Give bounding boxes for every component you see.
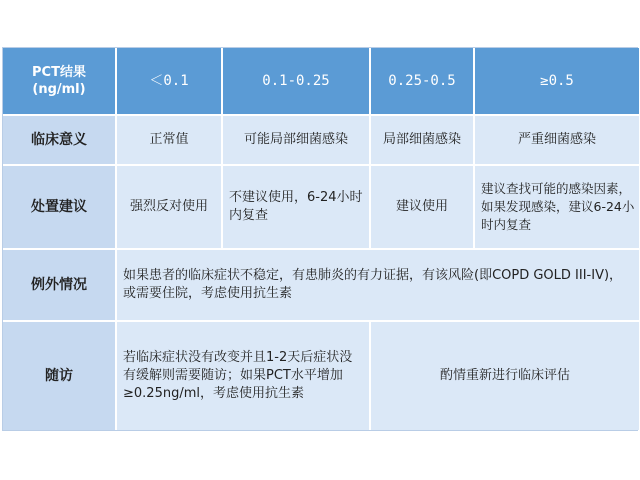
pct-table xyxy=(2,47,638,431)
action-strongly-against: 强烈反对使用 xyxy=(117,166,223,250)
row-label-action: 处置建议 xyxy=(3,166,117,250)
header-pct-line1: PCT结果 xyxy=(32,65,86,80)
header-range-0-25-0-5: 0.25-0.5 xyxy=(371,48,475,116)
header-pct-result xyxy=(3,48,117,116)
action-recommended: 建议使用 xyxy=(371,166,475,250)
clinical-possible-local: 可能局部细菌感染 xyxy=(223,116,371,166)
followup-right: 酌情重新进行临床评估 xyxy=(371,322,639,430)
header-range-0-1-0-25: 0.1-0.25 xyxy=(223,48,371,116)
exception-text: 如果患者的临床症状不稳定，有患肺炎的有力证据，有该风险(即COPD GOLD III-IV)，或需要住院，考虑使用抗生素 xyxy=(117,250,639,322)
action-not-recommended: 不建议使用，6-24小时内复查 xyxy=(223,166,371,250)
clinical-local: 局部细菌感染 xyxy=(371,116,475,166)
row-label-clinical: 临床意义 xyxy=(3,116,117,166)
header-range-ge-0-5: ≥0.5 xyxy=(475,48,639,116)
row-label-exception: 例外情况 xyxy=(3,250,117,322)
header-pct-line2: (ng/ml) xyxy=(32,82,86,97)
row-label-followup: 随访 xyxy=(3,322,117,430)
header-range-lt-0-1: ＜0.1 xyxy=(117,48,223,116)
clinical-normal: 正常值 xyxy=(117,116,223,166)
clinical-severe: 严重细菌感染 xyxy=(475,116,639,166)
action-investigate: 建议查找可能的感染因素，如果发现感染，建议6-24小时内复查 xyxy=(475,166,639,250)
followup-left: 若临床症状没有改变并且1-2天后症状没有缓解则需要随访；如果PCT水平增加≥0.25ng/ml，考虑使用抗生素 xyxy=(117,322,371,430)
